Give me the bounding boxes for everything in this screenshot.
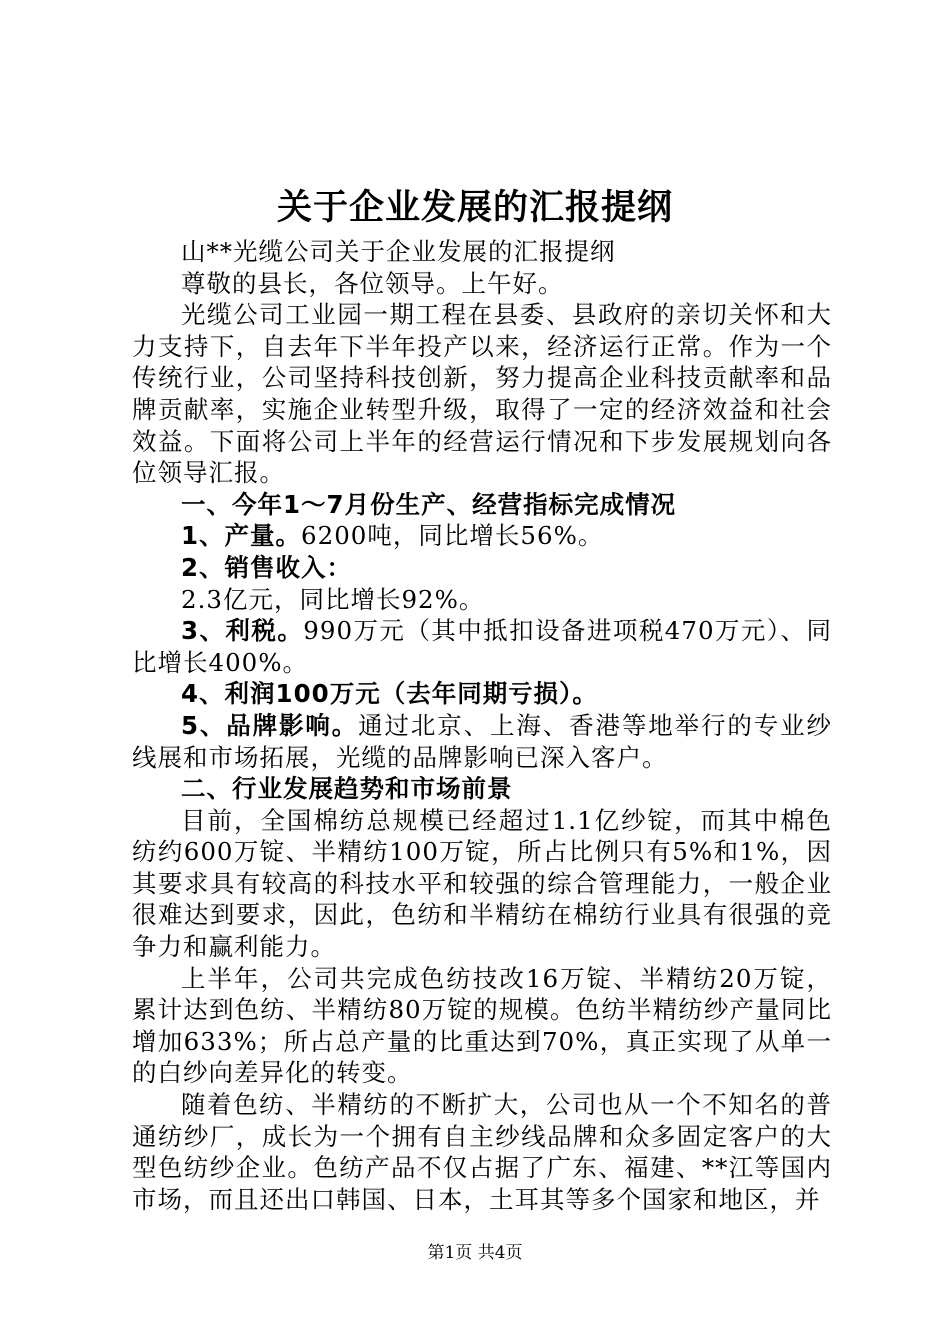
intro-paragraph: 光缆公司工业园一期工程在县委、县政府的亲切关怀和大力支持下，自去年下半年投产以来，经济运行正常。作为一个传统行业，公司坚持科技创新，努力提高企业科技贡献率和品牌贡献率，实施企业转型升级，取得了一定的经济效益和社会效益。下面将公司上半年的经营运行情况和下步发展规划向各位领导汇报。 (132, 300, 832, 488)
item-3-text: 990万元（其中抵扣设备进项税470万元）、同比增长400%。 (132, 616, 833, 677)
section-2-heading: 二、行业发展趋势和市场前景 (181, 774, 513, 804)
item-5-text: 通过北京、上海、香港等地举行的专业纱线展和市场拓展，光缆的品牌影响已深入客户。 (132, 710, 833, 772)
item-4-paragraph: 4、利润100万元（去年同期亏损）。 (181, 679, 598, 709)
page-footer: 第1页 共4页 (427, 1243, 523, 1263)
item-3-label: 3、利税。 (181, 616, 304, 646)
item-1-paragraph (132, 520, 832, 552)
item-2-text: 2.3亿元，同比增长92%。 (181, 584, 485, 614)
item-1-label: 1、产量。 (181, 521, 302, 551)
item-5-paragraph (132, 710, 832, 773)
item-5-label: 5、品牌影响。 (181, 710, 359, 740)
document-title: 关于企业发展的汇报提纲 (276, 188, 673, 228)
section-2-paragraph-1: 目前，全国棉纺总规模已经超过1.1亿纱锭，而其中棉色纺约600万锭、半精纺100万锭，所占比例只有5%和1%，因其要求具有较高的科技水平和较强的综合管理能力，一般企业很难达到要求，因此，色纺和半精纺在棉纺行业具有很强的竞争力和赢利能力。 (132, 805, 832, 962)
item-2-label: 2、销售收入： (181, 552, 353, 582)
document-body (132, 236, 832, 1215)
subtitle-paragraph: 山**光缆公司关于企业发展的汇报提纲 (181, 237, 616, 266)
section-1-heading: 一、今年1～7月份生产、经营指标完成情况 (181, 489, 677, 519)
section-2-paragraph-3: 随着色纺、半精纺的不断扩大，公司也从一个不知名的普通纺纱厂，成长为一个拥有自主纱线品牌和众多固定客户的大型色纺纱企业。色纺产品不仅占据了广东、福建、**江等国内市场，而且还出口韩国、日本，土耳其等多个国家和地区，并 (132, 1090, 832, 1214)
item-1-text: 6200吨，同比增长56%。 (301, 521, 604, 551)
item-3-paragraph (132, 615, 832, 678)
greeting-paragraph: 尊敬的县长，各位领导。上午好。 (181, 268, 564, 298)
section-2-paragraph-2: 上半年，公司共完成色纺技改16万锭、半精纺20万锭，累计达到色纺、半精纺80万锭的规模。色纺半精纺纱产量同比增加633%；所占总产量的比重达到70%，真正实现了从单一的白纱向差异化的转变。 (132, 963, 832, 1088)
